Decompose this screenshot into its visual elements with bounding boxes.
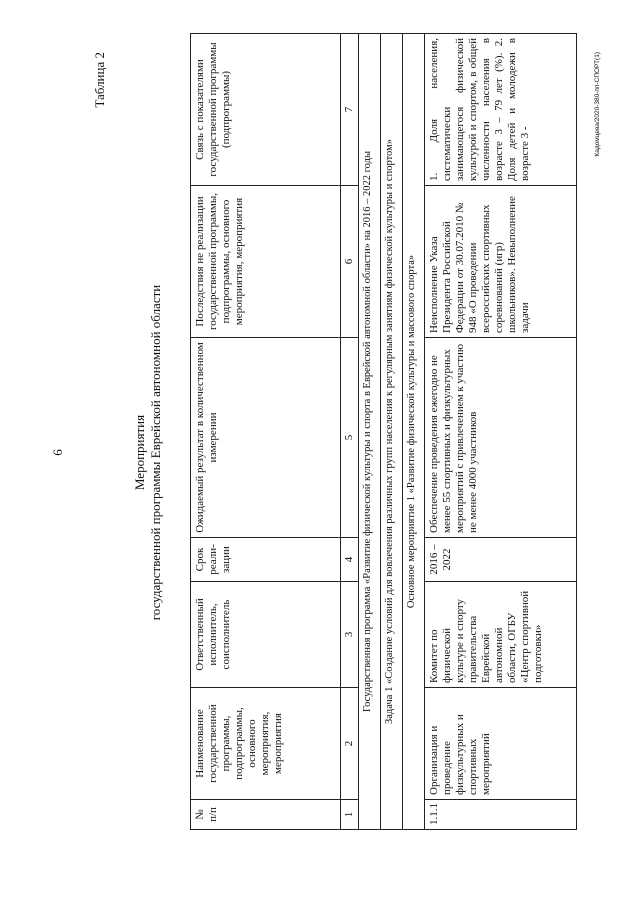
row-number: 1.1.1 — [425, 800, 577, 830]
header-cell: Наименование государственной программы, подпрограммы, основного мероприятия, мероприятия — [191, 688, 341, 800]
table-row — [425, 34, 577, 830]
row-period: 2016 – 2022 — [425, 538, 577, 582]
header-cell: № п/п — [191, 800, 341, 830]
header-row — [191, 34, 341, 830]
header-cell: Ожидаемый результат в количественном измерении — [191, 338, 341, 538]
header-cell: Последствия не реализации государственной программы, подпрограммы, основного мероприятия, мероприятия — [191, 186, 341, 338]
page-number: 6 — [50, 449, 65, 456]
document-title: Мероприятия — [132, 414, 147, 491]
column-number: 5 — [341, 338, 359, 538]
header-cell: Ответственный исполнитель, соисполнитель — [191, 582, 341, 688]
footer-note: Кадомцева/2020-380-пп-СПОРТ(1) — [594, 52, 601, 157]
task-row — [381, 34, 403, 830]
column-number: 2 — [341, 688, 359, 800]
document-subtitle: государственной программы Еврейской автономной области — [148, 284, 163, 621]
column-number: 3 — [341, 582, 359, 688]
program-row — [359, 34, 381, 830]
column-number: 1 — [341, 800, 359, 830]
row-executor: Комитет по физической культуре и спорту правительства Еврейской автономной области, ОГБУ «Центр спортивной подготовки» — [425, 582, 577, 688]
events-table — [190, 33, 577, 830]
column-number: 6 — [341, 186, 359, 338]
column-number: 4 — [341, 538, 359, 582]
row-result: Обеспечение проведения ежегодно не менее 55 спортивных и физкультурных мероприятий с привлечением к участию не менее 4000 участников — [425, 338, 577, 538]
header-cell: Связь с показателями государственной программы (подпрограммы) — [191, 34, 341, 186]
main-event-title: Основное мероприятие 1 «Развитие физической культуры и массового спорта» — [403, 34, 425, 830]
program-title: Государственная программа «Развитие физической культуры и спорта в Еврейской автономной области» на 2016 – 2022 годы — [359, 34, 381, 830]
table-label: Таблица 2 — [92, 52, 107, 108]
row-link: 1. Доля населения, систематически занимающегося физической культурой и спортом, в общей численности населения в возрасте 3 – 79 лет (%). 2. Доля детей и молодежи в возрасте 3 - — [425, 34, 577, 186]
column-number-row — [341, 34, 359, 830]
column-number: 7 — [341, 34, 359, 186]
main-event-row — [403, 34, 425, 830]
row-name: Организация и проведение физкультурных и спортивных мероприятий — [425, 688, 577, 800]
row-consequences: Неисполнение Указа Президента Российской Федерации от 30.07.2010 № 948 «О проведении всероссийских спортивных соревнований (игр) школьников». Невыполнение задачи — [425, 186, 577, 338]
task-title: Задача 1 «Создание условий для вовлечения различных групп населения к регулярным занятиям физической культуры и спортом» — [381, 34, 403, 830]
header-cell: Срок реали-зации — [191, 538, 341, 582]
